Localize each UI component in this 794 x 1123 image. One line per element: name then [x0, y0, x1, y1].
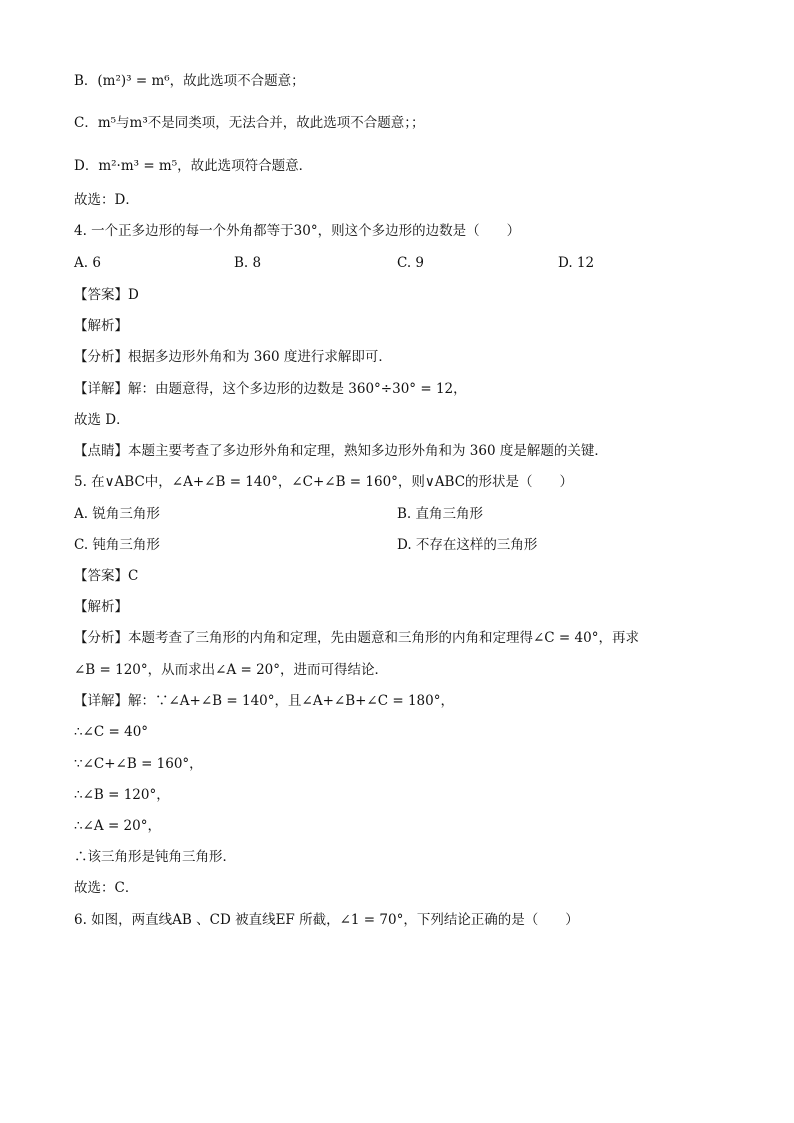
q5-step-1: ∴∠C = 40°	[74, 724, 149, 740]
q5-choice: 故选：C．	[74, 880, 139, 896]
q5-xiangjie: 【详解】解：∵∠A+∠B = 140°，且∠A+∠B+∠C = 180°，	[74, 693, 454, 709]
q4-option-a: A. 6	[74, 255, 101, 271]
q5-stem: 5. 在∨ABC中，∠A+∠B = 140°，∠C+∠B = 160°，则∨ABC的形状是（ ）	[74, 474, 574, 490]
q5-option-c: C. 钝角三角形	[74, 537, 160, 553]
option-d-solution: D．m²·m³ = m⁵，故此选项符合题意．	[74, 158, 313, 174]
q4-stem: 4. 一个正多边形的每一个外角都等于30°，则这个多边形的边数是（ ）	[74, 223, 521, 239]
q5-option-a: A. 锐角三角形	[74, 506, 160, 522]
q3-choice: 故选：D．	[74, 192, 139, 208]
option-c-solution: C．m⁵与m³不是同类项，无法合并，故此选项不合题意；；	[74, 115, 425, 131]
q4-option-d: D. 12	[558, 255, 595, 271]
q4-answer: 【答案】D	[74, 287, 139, 303]
q6-stem: 6. 如图，两直线AB 、CD 被直线EF 所截，∠1 = 70°，下列结论正确的是（ ）	[74, 912, 579, 928]
q4-option-c: C. 9	[397, 255, 425, 271]
q4-option-b: B. 8	[234, 255, 262, 271]
q5-step-2: ∵∠C+∠B = 160°，	[74, 756, 203, 772]
q5-fenxi-line1: 【分析】本题考查了三角形的内角和定理，先由题意和三角形的内角和定理得∠C = 40°，再求	[74, 630, 639, 646]
q4-dianjing: 【点睛】本题主要考查了多边形外角和定理，熟知多边形外角和为 360 度是解题的关键．	[74, 443, 608, 459]
q4-analysis-heading: 【解析】	[74, 318, 128, 334]
option-b-solution: B．(m²)³ = m⁶，故此选项不合题意；	[74, 73, 305, 89]
q5-option-b: B. 直角三角形	[397, 506, 484, 522]
q5-answer: 【答案】C	[74, 568, 139, 584]
q5-step-3: ∴∠B = 120°，	[74, 787, 170, 803]
q4-choice: 故选 D．	[74, 412, 130, 428]
q5-step-5: ∴该三角形是钝角三角形．	[74, 849, 236, 865]
q4-xiangjie: 【详解】解：由题意得，这个多边形的边数是 360°÷30° = 12，	[74, 381, 467, 397]
q5-fenxi-line2: ∠B = 120°，从而求出∠A = 20°，进而可得结论．	[74, 662, 389, 678]
q5-option-d: D. 不存在这样的三角形	[397, 537, 538, 553]
q4-fenxi: 【分析】根据多边形外角和为 360 度进行求解即可．	[74, 349, 392, 365]
q5-step-4: ∴∠A = 20°，	[74, 818, 161, 834]
q5-analysis-heading: 【解析】	[74, 599, 128, 615]
